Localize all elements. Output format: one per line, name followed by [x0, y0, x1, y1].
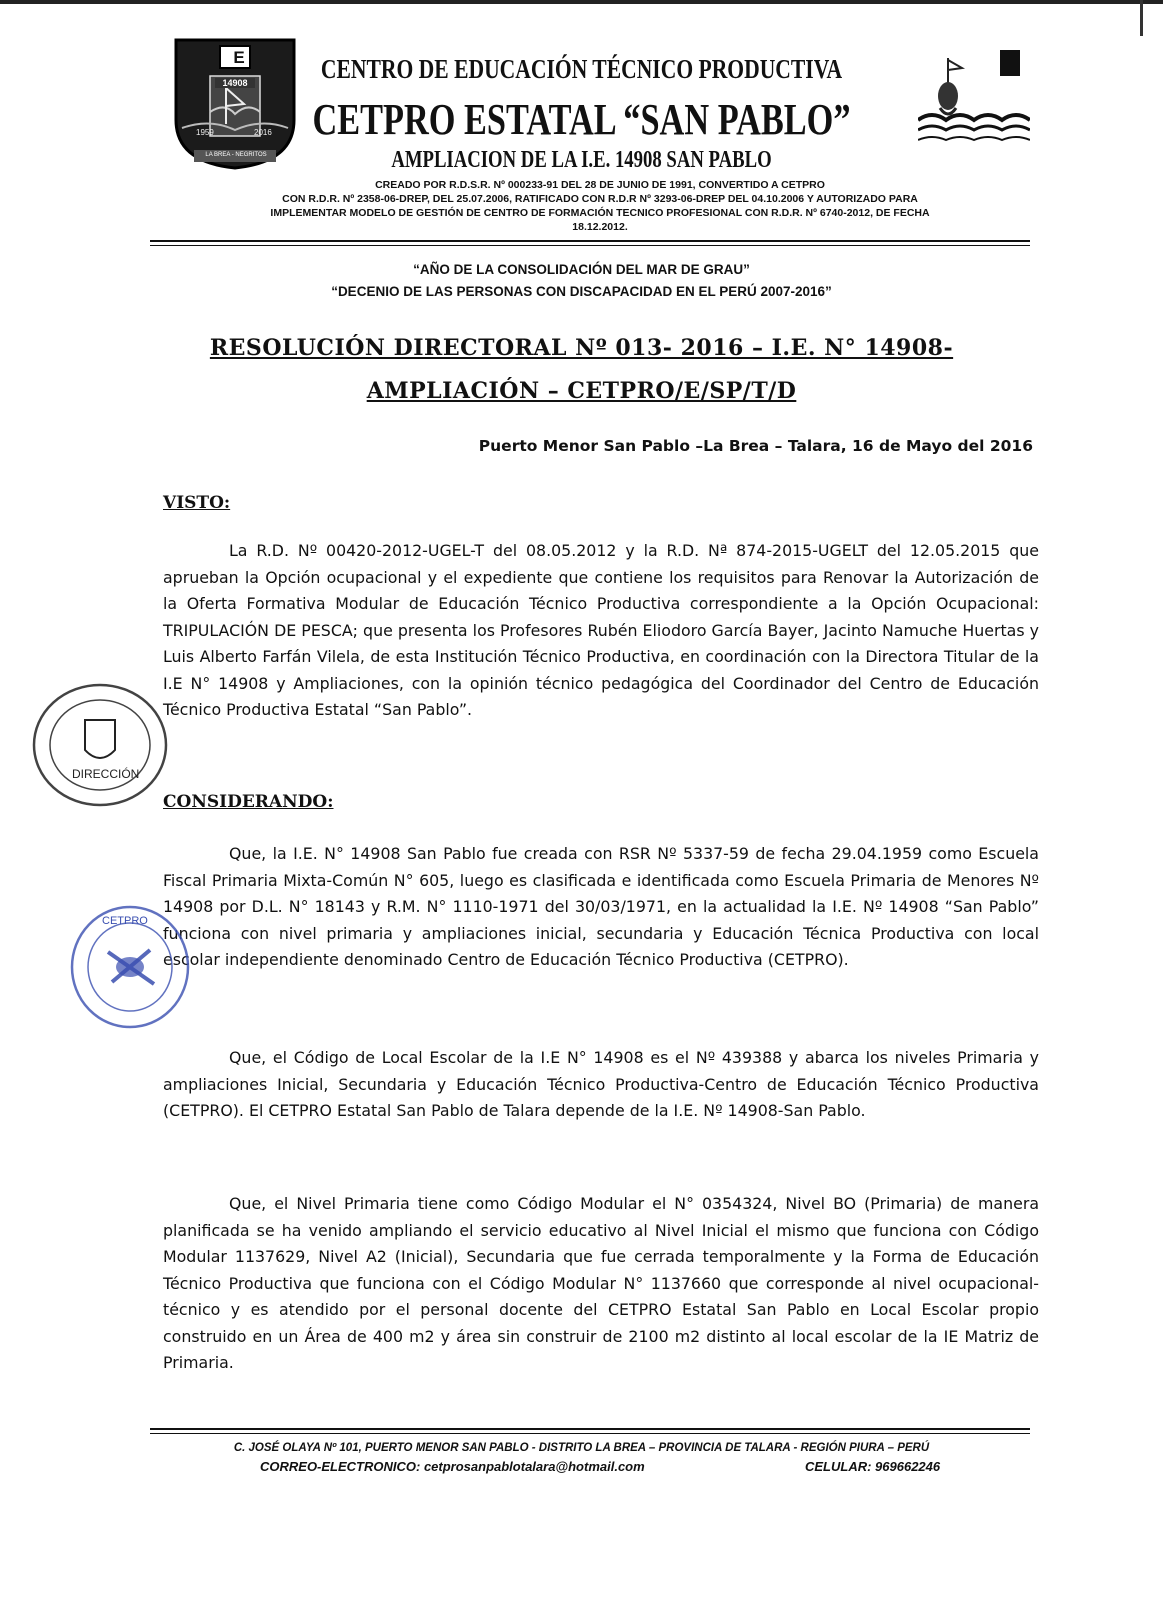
footer-email: CORREO-ELECTRONICO: cetprosanpablotalara@hotmail.com — [260, 1459, 645, 1474]
header-line-1: CENTRO DE EDUCACIÓN TÉCNICO PRODUCTIVA — [320, 54, 843, 84]
logo-ribbon: LA BREA - NEGRITOS — [205, 152, 267, 158]
motto-decade: “DECENIO DE LAS PERSONAS CON DISCAPACIDAD EN EL PERÚ 2007-2016” — [331, 284, 832, 299]
logo-letter: E — [233, 48, 245, 67]
header-line-2: CETPRO ESTATAL “SAN PABLO” — [312, 95, 851, 144]
visto-paragraph — [163, 538, 1039, 724]
logo-year-left: 1959 — [196, 128, 214, 137]
considerando-text-1: Que, la I.E. N° 14908 San Pablo fue creada con RSR Nº 5337-59 de fecha 29.04.1959 como Escuela Fiscal Primaria Mixta-Común N° 605, luego es clasificada e identificada como Escuela Primaria de Menores Nº 14908 por D.L. N° 18143 y R.M. N° 1110-1971 del 30/03/1971, en la actualidad la I.E. Nº 14908 “San Pablo” funciona con nivel primaria y ampliaciones inicial, secundaria y Educación Técnica Productiva con local escolar independiente denominado Centro de Educación Técnico Productiva (CETPRO). — [163, 844, 1039, 969]
svg-text:CETPRO: CETPRO — [102, 915, 148, 927]
scan-right-edge — [1140, 0, 1143, 36]
considerando-paragraph-1 — [163, 841, 1039, 974]
creation-line-2: CON R.D.R. Nº 2358-06-DREP, DEL 25.07.2006, RATIFICADO CON R.D.R Nº 3293-06-DREP DEL 04.10.2006 Y AUTORIZADO PARA — [282, 193, 918, 205]
creation-line-4: 18.12.2012. — [572, 221, 628, 233]
resolution-title-2: AMPLIACIÓN – CETPRO/E/SP/T/D — [366, 378, 797, 404]
footer-rule-bottom — [150, 1433, 1030, 1434]
considerando-paragraph-2 — [163, 1045, 1039, 1125]
creation-line-3: IMPLEMENTAR MODELO DE GESTIÓN DE CENTRO DE FORMACIÓN TECNICO PROFESIONAL CON R.D.R. Nº 6740-2012, DE FECHA — [270, 207, 930, 219]
considerando-paragraph-3 — [163, 1191, 1039, 1377]
logo-number: 14908 — [215, 78, 255, 88]
logo-year-right: 2016 — [254, 128, 272, 137]
direccion-stamp — [30, 680, 170, 810]
svg-text:DIRECCIÓN: DIRECCIÓN — [72, 767, 140, 781]
footer-address: C. JOSÉ OLAYA Nº 101, PUERTO MENOR SAN PABLO - DISTRITO LA BREA – PROVINCIA DE TALARA - REGIÓN PIURA – PERÚ — [233, 1442, 930, 1454]
creation-line-1: CREADO POR R.D.S.R. Nº 000233-91 DEL 28 DE JUNIO DE 1991, CONVERTIDO A CETPRO — [375, 179, 825, 191]
visto-text: La R.D. Nº 00420-2012-UGEL-T del 08.05.2012 y la R.D. Nª 874-2015-UGELT del 12.05.2015 que aprueban la Opción ocupacional y el expediente que contiene los requisitos para Renovar la Autorización de la Oferta Formativa Modular de Educación Técnico Productiva correspondiente a la Opción Ocupacional: TRIPULACIÓN DE PESCA; que presenta los Profesores Rubén Eliodoro García Bayer, Jacinto Namuche Huertas y Luis Alberto Farfán Vilela, de esta Institución Técnico Productiva, en coordinación con la Directora Titular de la I.E N° 14908 y Ampliaciones, con la opinión técnico pedagógica del Coordinador del Centro de Educación Técnico Productiva Estatal “San Pablo”. — [163, 541, 1039, 719]
motto-year: “AÑO DE LA CONSOLIDACIÓN DEL MAR DE GRAU” — [413, 262, 750, 277]
cetpro-stamp — [68, 902, 193, 1032]
resolution-title-1: RESOLUCIÓN DIRECTORAL Nº 013- 2016 – I.E. N° 14908- — [209, 335, 954, 361]
considerando-text-2: Que, el Código de Local Escolar de la I.E N° 14908 es el Nº 439388 y abarca los niveles Primaria y ampliaciones Inicial, Secundaria y Educación Técnico Productiva-Centro de Educación Técnico Productiva (CETPRO). El CETPRO Estatal San Pablo de Talara depende de la I.E. Nº 14908-San Pablo. — [163, 1048, 1039, 1120]
header-line-3: AMPLIACION DE LA I.E. 14908 SAN PABLO — [391, 147, 772, 173]
place-date: Puerto Menor San Pablo –La Brea – Talara, 16 de Mayo del 2016 — [478, 437, 1033, 455]
header-rule-bottom — [150, 245, 1030, 246]
footer-phone: CELULAR: 969662246 — [805, 1459, 941, 1474]
considerando-text-3: Que, el Nivel Primaria tiene como Código Modular el N° 0354324, Nivel BO (Primaria) de manera planificada se ha venido ampliando el servicio educativo al Nivel Inicial el mismo que funciona con Código Modular 1137629, Nivel A2 (Inicial), Secundaria que fue cerrada temporalmente y la Forma de Educación Técnico Productiva que funciona con el Código Modular N° 1137660 que corresponde al nivel ocupacional-técnico y es atendido por el personal docente del CETPRO Estatal San Pablo en Local Escolar propio construido en un Área de 400 m2 y área sin construir de 2100 m2 distinto al local escolar de la IE Matriz de Primaria. — [163, 1194, 1039, 1372]
considerando-heading: CONSIDERANDO: — [163, 792, 334, 812]
header-rule-top — [150, 240, 1030, 242]
scan-top-edge — [0, 0, 1163, 4]
visto-heading: VISTO: — [163, 493, 231, 513]
footer-rule-top — [150, 1428, 1030, 1430]
